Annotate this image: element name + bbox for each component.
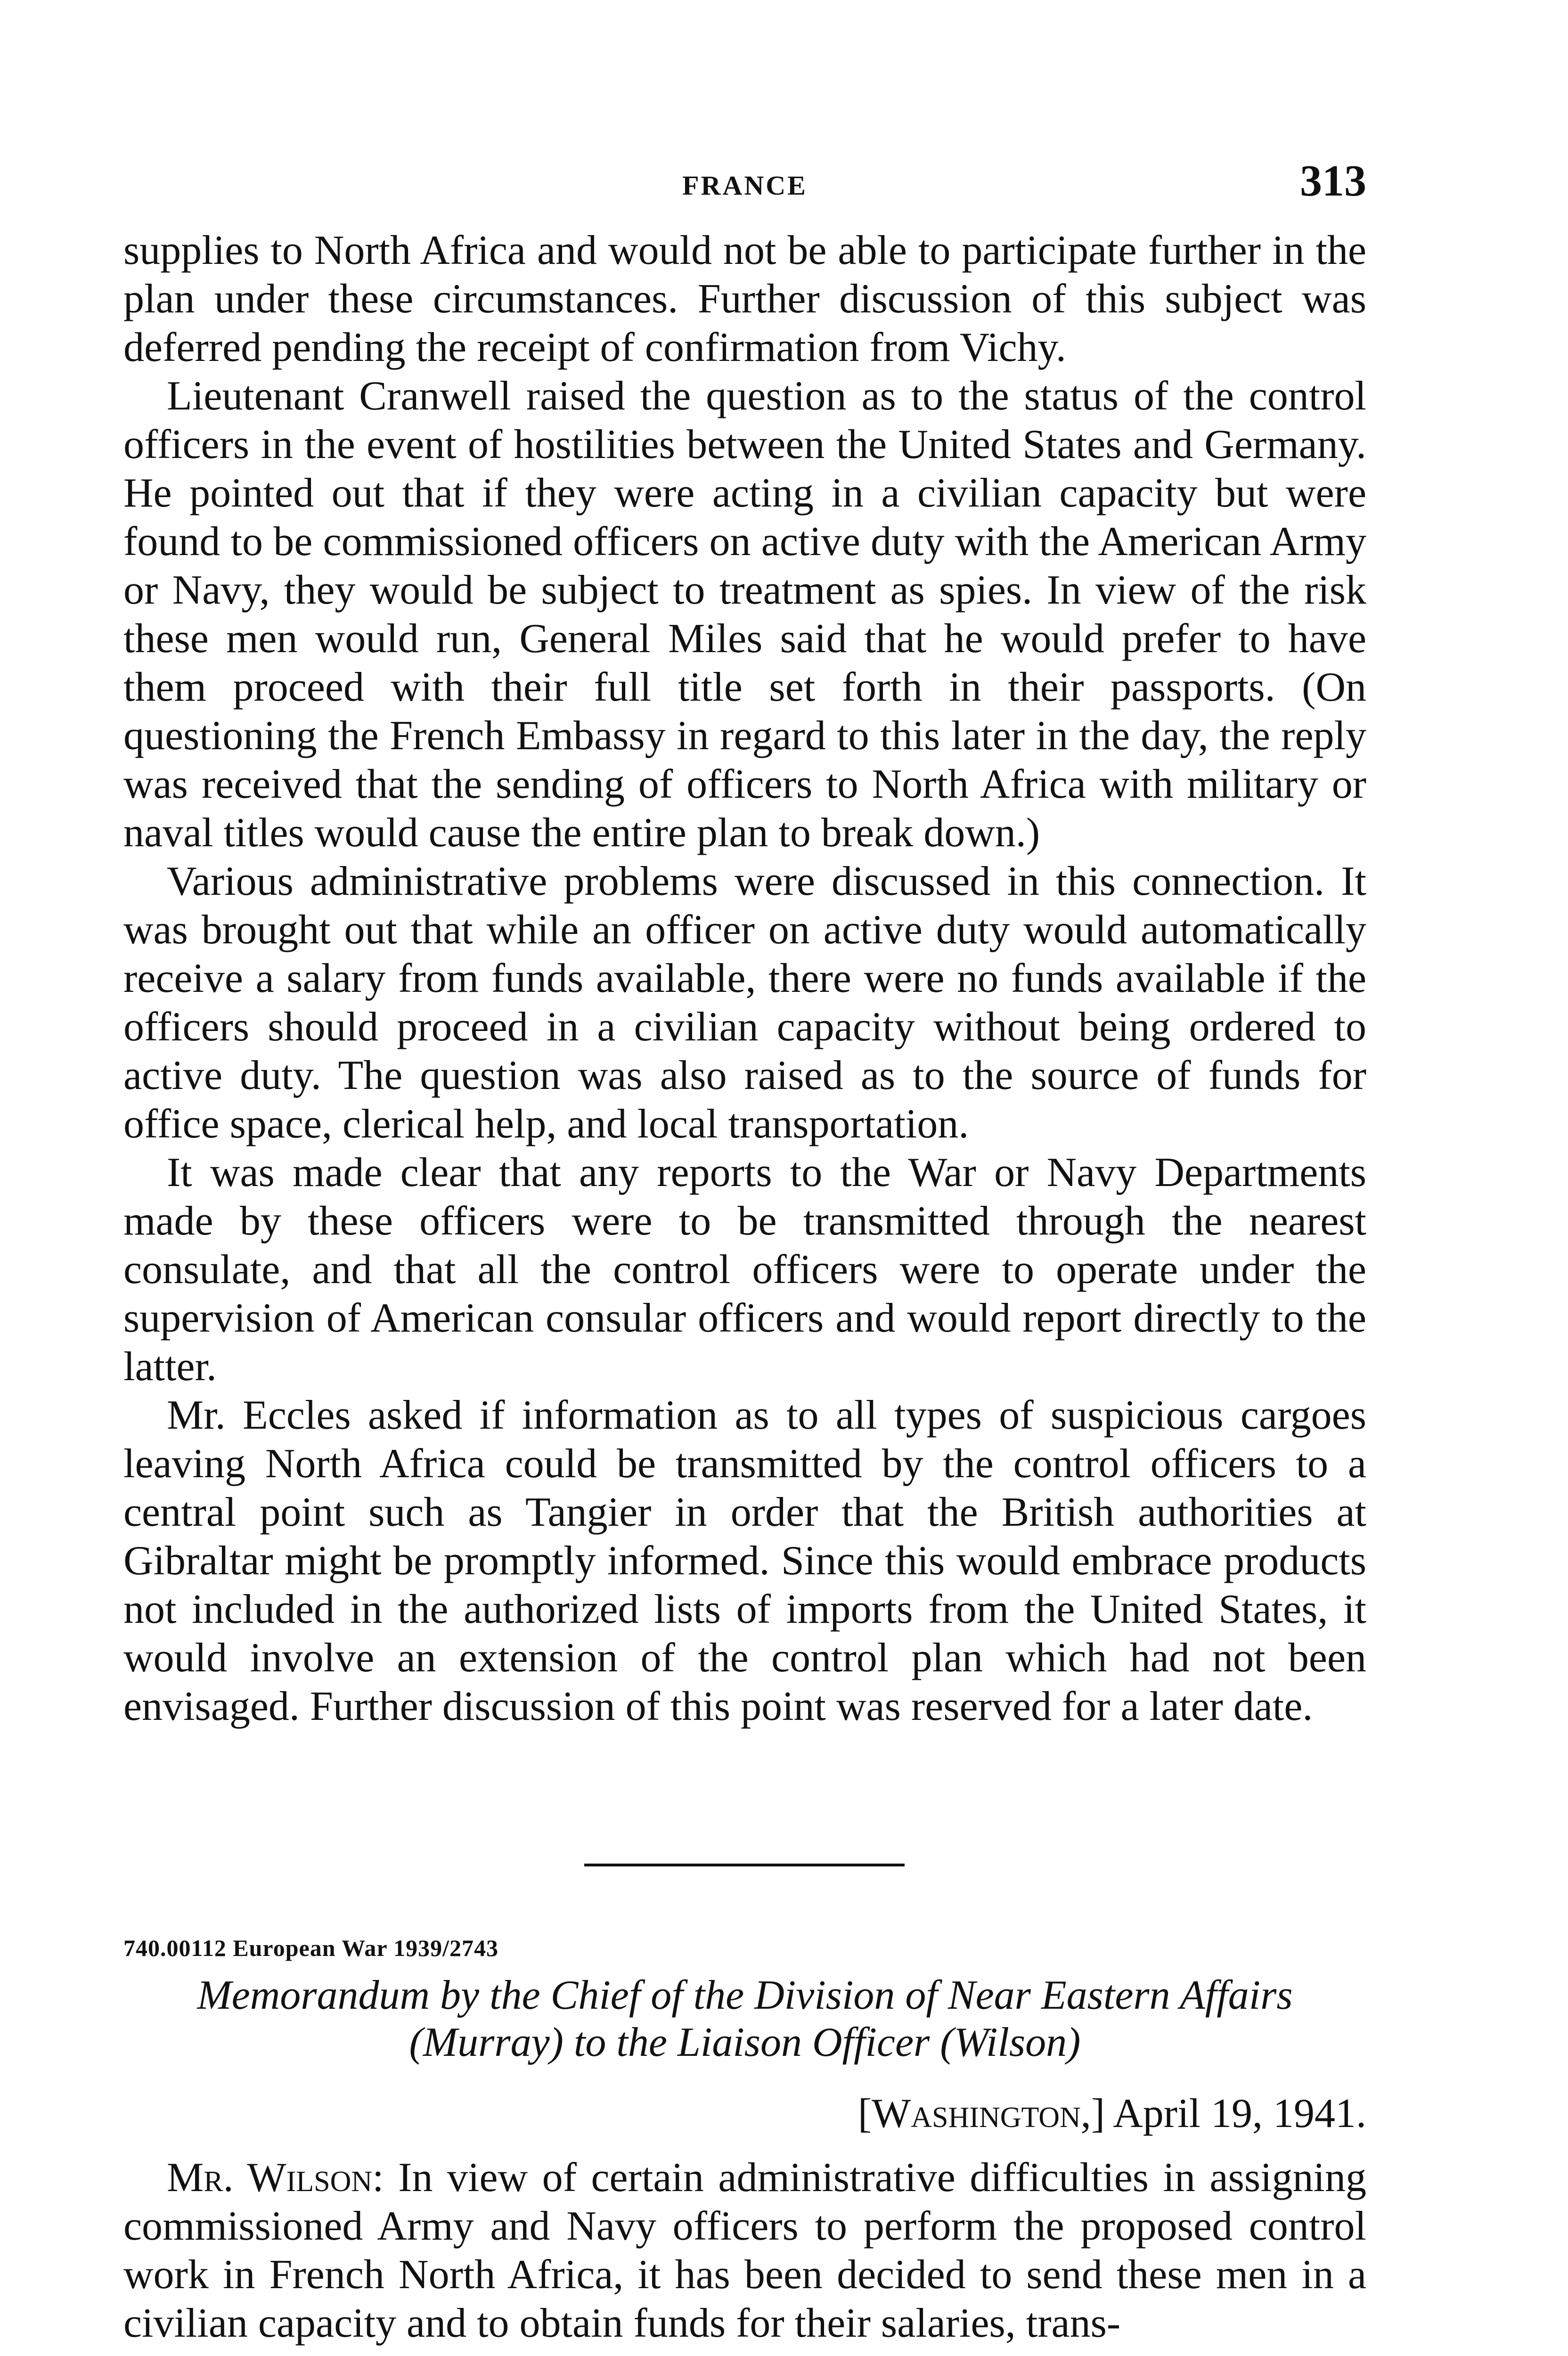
salutation: Mr. Wilson [167,2155,373,2201]
page-header [123,151,1366,207]
dateline-date: April 19, 1941. [1113,2091,1366,2136]
paragraph: It was made clear that any reports to the War or Navy Departments made by these officers were to be transmitted through the nearest consulate, and that all the control officers were to operate under the supervision of American consular officers and would report directly to the latter. [123,1150,1366,1390]
dateline [858,2090,1366,2137]
paragraph: Mr. Eccles asked if information as to all types of suspicious cargoes leaving North Africa could be transmitted by the control officers to a central point such as Tangier in order that the British authorities at Gibraltar might be promptly informed. Since this would embrace products not included in the authorized lists of imports from the United States, it would involve an extension of the control plan which had not been envisaged. Further discussion of this point was reserved for a later date. [123,1392,1366,1729]
memo-paragraph [123,2153,1366,2348]
document-title [123,1972,1366,2066]
paragraph: Various administrative problems were discussed in this connection. It was brought out that while an officer on active duty would automatically receive a salary from funds available, there were no funds available if the officers should proceed in a civilian capacity without being ordered to active duty. The question was also raised as to the source of funds for office space, clerical help, and local transportation. [123,859,1366,1147]
title-line: (Murray) to the Liaison Officer (Wilson) [409,2020,1081,2065]
paragraph: supplies to North Africa and would not be able to participate further in the plan under these circumstances. Further discussion of this subject was deferred pending the receipt of confirmation from Vichy. [123,228,1366,370]
title-line: Memorandum by the Chief of the Division of Near Eastern Affairs [197,1972,1293,2018]
dateline-place: [Washington,] [858,2091,1105,2136]
paragraph: Lieutenant Cranwell raised the question as to the status of the control officers in the event of hostilities between the United States and Germany. He pointed out that if they were acting in a civilian capacity but were found to be commissioned officers on active duty with the American Army or Navy, they would be subject to treatment as spies. In view of the risk these men would run, General Miles said that he would prefer to have them proceed with their full title set forth in their passports. (On questioning the French Embassy in regard to this later in the day, the reply was received that the sending of officers to North Africa with military or naval titles would cause the entire plan to break down.) [123,373,1366,856]
file-number: 740.00112 European War 1939/2743 [123,1935,499,1961]
memo-text: : In view of certain administrative difficulties in assigning commissioned Army and Navy officers to perform the proposed control work in French North Africa, it has been decided to send these men in a civilian capacity and to obtain funds for their salaries, trans- [123,2155,1366,2346]
body-text [123,226,1366,1731]
running-head: FRANCE [682,170,808,201]
section-divider [584,1864,905,1866]
page-number: 313 [1300,156,1366,205]
